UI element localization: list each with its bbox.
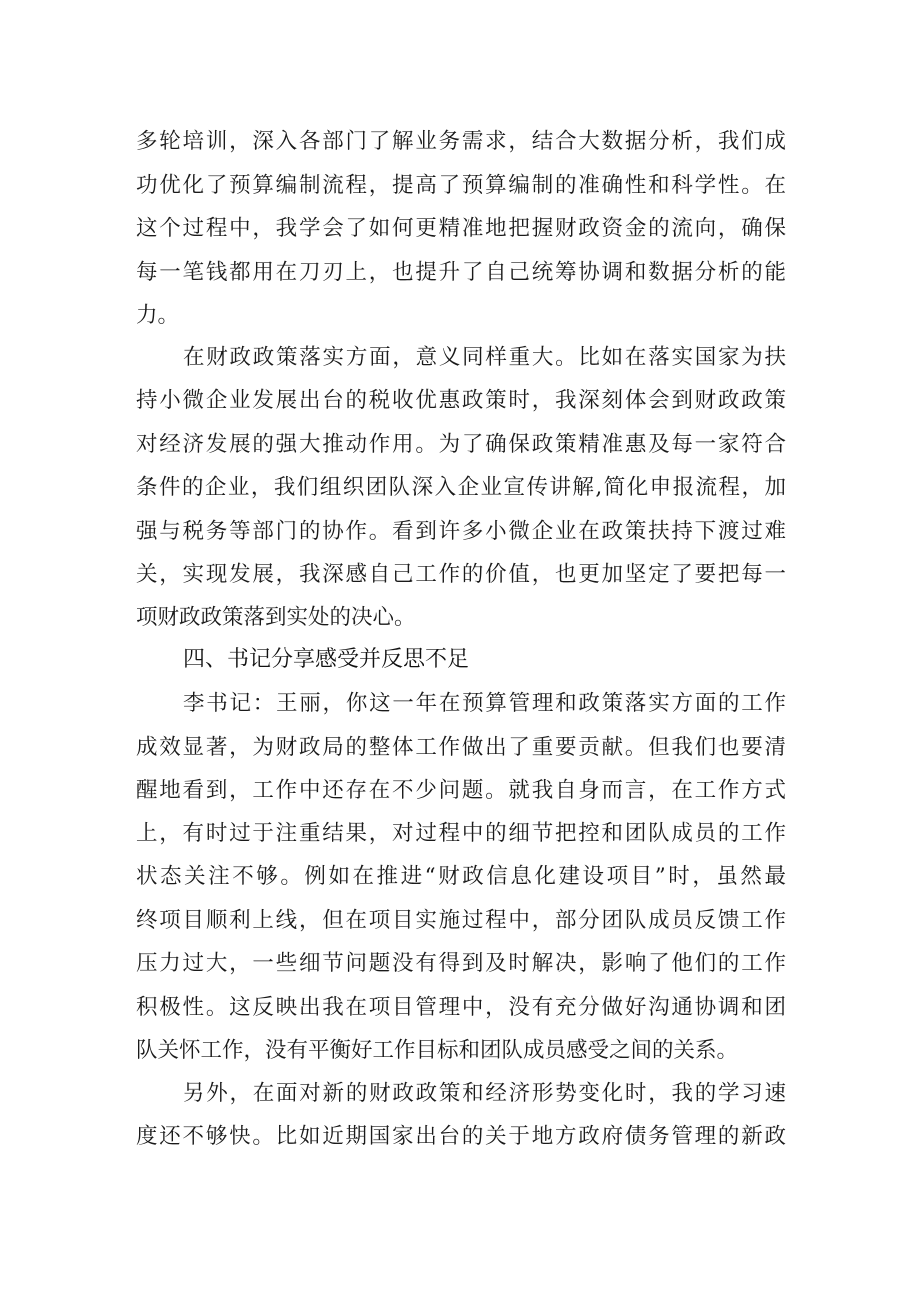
paragraph-3-line: 醒地看到，工作中还存在不少问题。就我自身而言，在工作方式 <box>136 778 786 803</box>
paragraph-4-line: 度还不够快。比如近期国家出台的关于地方政府债务管理的新政 <box>136 1124 786 1149</box>
paragraph-2-line: 条件的企业，我们组织团队深入企业宣传讲解,简化申报流程，加 <box>136 475 786 500</box>
paragraph-1-line: 这个过程中，我学会了如何更精准地把握财政资金的流向，确保 <box>136 216 786 241</box>
paragraph-3-line: 状态关注不够。例如在推进“财政信息化建设项目”时，虽然最 <box>136 864 786 889</box>
paragraph-3-line: 终项目顺利上线，但在项目实施过程中，部分团队成员反馈工作 <box>136 908 786 933</box>
paragraph-2-line: 项财政政策落到实处的决心。 <box>136 605 416 630</box>
paragraph-1-line: 多轮培训，深入各部门了解业务需求，结合大数据分析，我们成 <box>136 129 786 154</box>
paragraph-2-line: 持小微企业发展出台的税收优惠政策时，我深刻体会到财政政策 <box>136 388 786 413</box>
paragraph-2-line: 对经济发展的强大推动作用。为了确保政策精准惠及每一家符合 <box>136 432 786 457</box>
paragraph-1-line: 力。 <box>136 303 180 328</box>
paragraph-3-line: 李书记：王丽，你这一年在预算管理和政策落实方面的工作 <box>183 691 786 716</box>
paragraph-2-line: 在财政政策落实方面，意义同样重大。比如在落实国家为扶 <box>183 345 786 370</box>
paragraph-2-line: 强与税务等部门的协作。看到许多小微企业在政策扶持下渡过难 <box>136 519 786 544</box>
paragraph-1-line: 功优化了预算编制流程，提高了预算编制的准确性和科学性。在 <box>136 173 786 198</box>
paragraph-3-line: 队关怀工作，没有平衡好工作目标和团队成员感受之间的关系。 <box>136 1038 739 1063</box>
paragraph-1-line: 每一笔钱都用在刀刃上，也提升了自己统筹协调和数据分析的能 <box>136 260 786 285</box>
section-heading: 四、书记分享感受并反思不足 <box>183 647 470 672</box>
paragraph-4-line: 另外，在面对新的财政政策和经济形势变化时，我的学习速 <box>183 1081 786 1106</box>
paragraph-3-line: 成效显著，为财政局的整体工作做出了重要贡献。但我们也要清 <box>136 735 786 760</box>
paragraph-3-line: 压力过大，一些细节问题没有得到及时解决，影响了他们的工作 <box>136 951 786 976</box>
paragraph-3-line: 上，有时过于注重结果，对过程中的细节把控和团队成员的工作 <box>136 821 786 846</box>
paragraph-3-line: 积极性。这反映出我在项目管理中，没有充分做好沟通协调和团 <box>136 995 786 1020</box>
paragraph-2-line: 关，实现发展，我深感自己工作的价值，也更加坚定了要把每一 <box>136 562 786 587</box>
